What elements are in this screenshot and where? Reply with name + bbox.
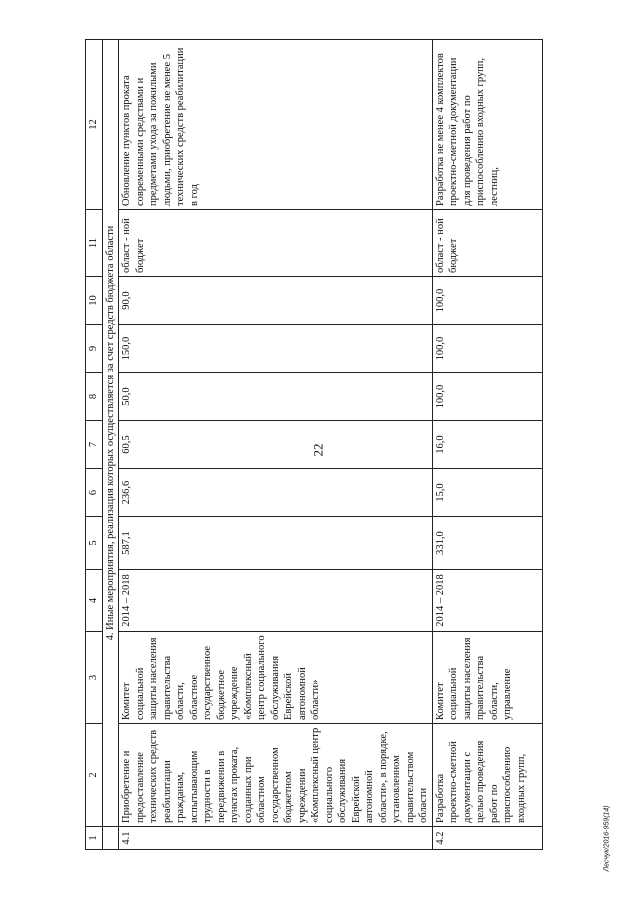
amount-2016: 50,0 bbox=[119, 373, 433, 421]
rotated-table-container bbox=[85, 40, 570, 850]
header-cell: 6 bbox=[86, 469, 103, 517]
section-title: 4. Иные мероприятия, реализация которых осуществляется за счет средств бюджета области bbox=[102, 40, 119, 827]
amount-2016: 100,0 bbox=[432, 373, 542, 421]
expected-result: Обновление пунктов проката современными средствами и предметами ухода за пожилыми людьми, приобретение не менее 5 технических средств реабилитации в год bbox=[119, 40, 433, 210]
header-cell: 12 bbox=[86, 40, 103, 210]
funding-source: област - ной бюджет bbox=[119, 210, 433, 277]
amount-2015: 60,5 bbox=[119, 421, 433, 469]
section-spacer bbox=[102, 827, 119, 850]
amount-2018: 90,0 bbox=[119, 277, 433, 325]
header-row bbox=[86, 40, 103, 850]
expected-result: Разработка не менее 4 комплектов проектно-сметной документации для проведения работ по приспособлению входных групп, лестниц, bbox=[432, 40, 542, 210]
row-number: 4.1 bbox=[119, 827, 433, 850]
executor: Комитет социальной защиты населения правительства области, областное государственное бюджетное учреждение «Комплексный центр социального обслуживания Еврейской автономной области» bbox=[119, 632, 433, 724]
executor: Комитет социальной защиты населения правительства области, управление bbox=[432, 632, 542, 724]
measure-name: Разработка проектно-сметной документации с целью проведения работ по приспособлению входных групп, bbox=[432, 724, 542, 827]
page-number: 22 bbox=[310, 443, 326, 457]
table-row bbox=[119, 40, 433, 850]
amount-2017: 150,0 bbox=[119, 325, 433, 373]
funding-source: област - ной бюджет bbox=[432, 210, 542, 277]
header-cell: 8 bbox=[86, 373, 103, 421]
total-amount: 331,0 bbox=[432, 517, 542, 570]
section-row bbox=[102, 40, 119, 850]
amount-2018: 100,0 bbox=[432, 277, 542, 325]
amount-2014: 236,6 bbox=[119, 469, 433, 517]
period: 2014 – 2018 bbox=[432, 570, 542, 632]
total-amount: 587,1 bbox=[119, 517, 433, 570]
header-cell: 11 bbox=[86, 210, 103, 277]
row-number: 4.2 bbox=[432, 827, 542, 850]
amount-2017: 100,0 bbox=[432, 325, 542, 373]
amount-2015: 16,0 bbox=[432, 421, 542, 469]
header-cell: 5 bbox=[86, 517, 103, 570]
header-cell: 4 bbox=[86, 570, 103, 632]
header-cell: 9 bbox=[86, 325, 103, 373]
amount-2014: 15,0 bbox=[432, 469, 542, 517]
period: 2014 – 2018 bbox=[119, 570, 433, 632]
program-table bbox=[85, 39, 543, 850]
measure-name: Приобретение и предоставление технических средств реабилитации гражданам, испытывающим трудности в передвижении в пунктах проката, созданных при областном государственном бюджетном учреждении «Комплексный центр социального обслуживания Еврейской автономной области», в порядке, установленном правительством области bbox=[119, 724, 433, 827]
header-cell: 10 bbox=[86, 277, 103, 325]
header-cell: 2 bbox=[86, 724, 103, 827]
header-cell: 3 bbox=[86, 632, 103, 724]
header-cell: 7 bbox=[86, 421, 103, 469]
table-row bbox=[432, 40, 542, 850]
header-cell: 1 bbox=[86, 827, 103, 850]
footer-code: Лесчук/2016-959(14) bbox=[603, 805, 611, 872]
